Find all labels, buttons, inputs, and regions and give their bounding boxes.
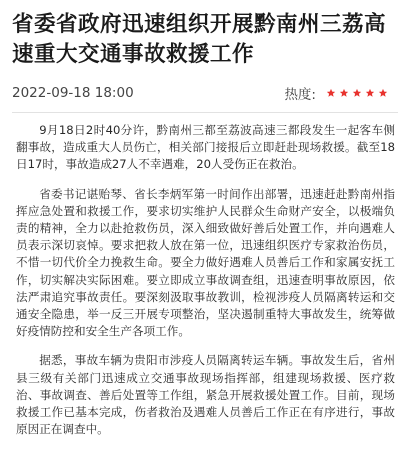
article-title: 省委省政府迅速组织开展黔南州三荔高速重大交通事故救援工作 <box>12 12 387 67</box>
article-body <box>12 122 398 438</box>
heat-rating <box>284 83 398 103</box>
star-icon <box>378 88 388 98</box>
star-icon <box>352 88 362 98</box>
publish-date: 2022-09-18 18:00 <box>12 85 134 101</box>
paragraph: 据悉，事故车辆为贵阳市涉疫人员隔离转运车辆。事故发生后，省州县三级有关部门迅速成立交通事故现场指挥部，组建现场救援、医疗救治、事故调查、善后处置等工作组，紧急开展救援处置工作。目前，现场救援工作已基本完成，伤者救治及遇难人员善后工作正在有序进行，事故原因正在调查中。 <box>16 353 395 437</box>
star-icon <box>326 88 336 98</box>
heat-stars <box>326 88 388 98</box>
paragraph: 省委书记谌贻琴、省长李炳军第一时间作出部署，迅速赶赴黔南州指挥应急处置和救援工作，要求切实维护人民群众生命财产安全，以极端负责的精神，全力以赴抢救伤员，深入细致做好善后处置工作，并向遇难人员表示深切哀悼。要求把救人放在第一位，迅速组织医疗专家救治伤员，不惜一切代价全力挽救生命。要全力做好遇难人员善后工作和家属安抚工作，切实解决实际困难。要立即成立事故调查组，迅速查明事故原因，依法严肃追究事故责任。要深刻汲取事故教训，检视涉疫人员隔离转运和交通安全隐患，举一反三开展专项整治，坚决遏制重特大事故发生，统筹做好疫情防控和安全生产各项工作。 <box>16 186 395 339</box>
heat-label: 热度: <box>284 87 316 103</box>
star-icon <box>365 88 375 98</box>
divider <box>12 112 398 113</box>
paragraph: 9月18日2时40分许，黔南州三都至荔波高速三都段发生一起客车侧翻事故，造成重大人员伤亡，相关部门接报后立即赶赴现场救援。截至18日17时，事故造成27人不幸遇难，20人受伤正在救治。 <box>16 123 395 172</box>
article-meta <box>12 82 398 104</box>
star-icon <box>339 88 349 98</box>
